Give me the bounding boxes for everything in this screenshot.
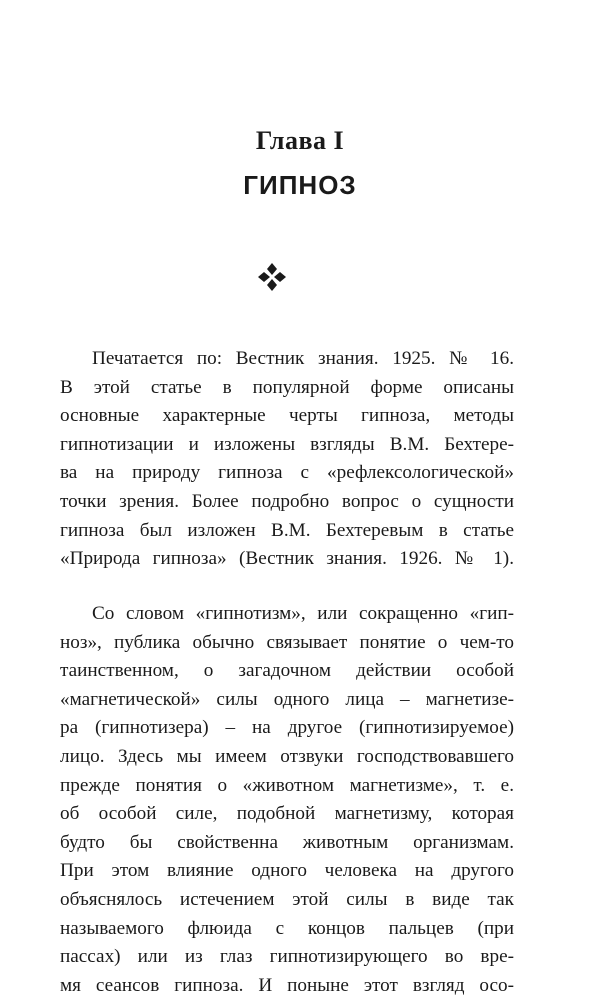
chapter-body (60, 600, 514, 1000)
body-line: называемого флюида с концов пальцев (при (60, 917, 514, 939)
body-line: лицо. Здесь мы имеем отзвуки господствовавшего (60, 745, 514, 767)
notice-line: точки зрения. Более подробно вопрос о сущности (60, 490, 514, 512)
publication-notice (60, 345, 514, 574)
body-line: об особой силе, подобной магнетизму, которая (60, 803, 514, 825)
chapter-label: Глава I (255, 126, 345, 155)
notice-line: гипнотизации и изложены взгляды В.М. Бехтере- (60, 433, 514, 455)
notice-line: ва на природу гипноза с «рефлексологической» (60, 462, 514, 484)
body-line: объяснялось истечением этой силы в виде так (60, 888, 514, 910)
notice-line: В этой статье в популярной форме описаны (60, 376, 514, 398)
chapter-title: ГИПНОЗ (243, 170, 357, 200)
body-line: будто бы свойственна животным организмам. (60, 831, 514, 853)
notice-line: «Природа гипноза» (Вестник знания. 1926. № 1). (60, 548, 514, 570)
body-line: ра (гипнотизера) – на другое (гипнотизируемое) (60, 717, 514, 739)
body-line: прежде понятия о «животном магнетизме», т. е. (60, 774, 514, 796)
body-line: таинственном, о загадочном действии особой (60, 660, 514, 682)
body-line: «магнетической» силы одного лица – магнетизе- (60, 688, 514, 710)
body-line: ноз», публика обычно связывает понятие о чем-то (60, 631, 514, 653)
body-line: пассах) или из глаз гипнотизирующего во вре- (60, 946, 514, 968)
body-line: При этом влияние одного человека на другого (60, 860, 514, 882)
notice-line: гипноза был изложен В.М. Бехтеревым в статье (60, 519, 514, 541)
diamond-fleuron-icon (257, 262, 287, 292)
notice-line: Печатается по: Вестник знания. 1925. № 16. (92, 348, 514, 369)
body-line: Со словом «гипнотизм», или сокращенно «гип- (92, 603, 514, 624)
notice-line: основные характерные черты гипноза, методы (60, 405, 514, 427)
body-line: мя сеансов гипноза. И поныне этот взгляд осо- (60, 974, 514, 996)
